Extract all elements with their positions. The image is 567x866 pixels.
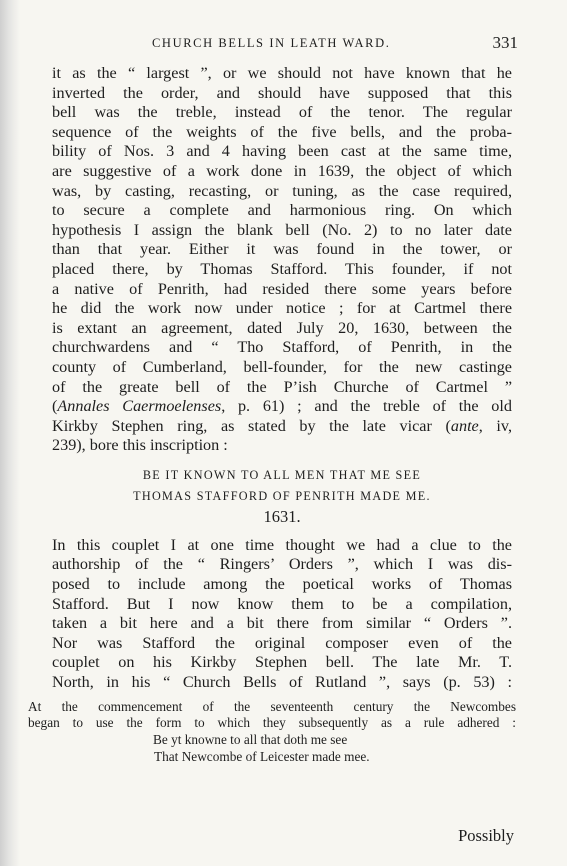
text-line: hypothesis I assign the blank bell (No. 2) to no later date: [52, 220, 512, 239]
text-fragment: , iv,: [478, 416, 512, 435]
text-line: 239), bore this inscription :: [52, 436, 228, 455]
text-line: churchwardens and “ Tho Stafford, of Penrith, in the: [52, 338, 512, 357]
paragraph-1: [52, 64, 512, 456]
text-line: Nor was Stafford the original composer even of the: [52, 633, 512, 652]
running-header: [52, 33, 518, 64]
footnote: [28, 699, 516, 766]
ante-italic: ante: [450, 416, 479, 435]
text-line-with-ante: [52, 417, 512, 437]
text-line: North, in his “ Church Bells of Rutland ”, says (p. 53) :: [52, 673, 512, 692]
text-line: than that year. Either it was found in the tower, or: [52, 240, 512, 259]
text-line: bell was the treble, instead of the tenor. The regular: [52, 103, 512, 122]
text-line: posed to include among the poetical works of Thomas: [52, 575, 512, 594]
text-line: taken a bit here and a bit there from similar “ Orders ”.: [52, 614, 512, 633]
page-number: 331: [492, 33, 518, 52]
text-line: is extant an agreement, dated July 20, 1630, between the: [52, 318, 512, 337]
footnote-verse-line-1: Be yt knowne to all that doth me see: [153, 732, 348, 748]
text-line: of the greate bell of the P’ish Churche of Cartmel ”: [52, 377, 512, 396]
text-line: placed there, by Thomas Stafford. This founder, if not: [52, 259, 512, 278]
text-line: couplet on his Kirkby Stephen bell. The late Mr. T.: [52, 653, 512, 672]
paragraph-2: [52, 536, 512, 693]
page-gutter-shadow: [0, 0, 20, 866]
text-line: it as the “ largest ”, or we should not have known that he: [52, 64, 512, 82]
text-line: Stafford. But I now know them to be a compilation,: [52, 594, 512, 613]
text-line: was, by casting, recasting, or tuning, as the case required,: [52, 181, 512, 200]
text-line: he did the work now under notice ; for at Cartmel there: [52, 299, 512, 318]
text-fragment: Kirkby Stephen ring, as stated by the late vicar (: [52, 416, 451, 435]
text-line: In this couplet I at one time thought we had a clue to the: [52, 535, 512, 554]
book-page: [28, 33, 518, 766]
text-line: to secure a complete and harmonious ring. On which: [52, 201, 512, 220]
text-line: a native of Penrith, had resided there some years before: [52, 279, 512, 298]
text-line: county of Cumberland, bell-founder, for the new castinge: [52, 357, 512, 376]
catchword: Possibly: [458, 826, 514, 845]
running-title: CHURCH BELLS IN LEATH WARD.: [152, 36, 391, 50]
footnote-line: began to use the form to which they subsequently as a rule adhered :: [28, 715, 516, 731]
footnote-verse-line-2: That Newcombe of Leicester made mee.: [154, 749, 370, 765]
text-line: bility of Nos. 3 and 4 having been cast at the same time,: [52, 142, 512, 161]
inscription-year: 1631.: [263, 506, 301, 526]
text-line: are suggestive of a work done in 1639, the object of which: [52, 161, 512, 180]
footnote-line: At the commencement of the seventeenth century the Newcombes: [28, 698, 516, 714]
text-line-with-citation: (Annales Caermoelenses, p. 61) ; and the treble of the old: [52, 397, 512, 416]
text-line: authorship of the “ Ringers’ Orders ”, which I was dis-: [52, 555, 512, 574]
citation-rest: , p. 61) ; and the treble of the old: [221, 397, 512, 416]
inscription-line-1: BE IT KNOWN TO ALL MEN THAT ME SEE: [142, 467, 422, 482]
bell-inscription: [52, 465, 512, 507]
citation-title: Annales Caermoelenses: [57, 397, 222, 416]
text-line: inverted the order, and should have supposed that this: [52, 83, 512, 102]
text-line: sequence of the weights of the five bells, and the proba-: [52, 122, 512, 141]
inscription-line-2: THOMAS STAFFORD OF PENRITH MADE ME.: [133, 488, 431, 503]
